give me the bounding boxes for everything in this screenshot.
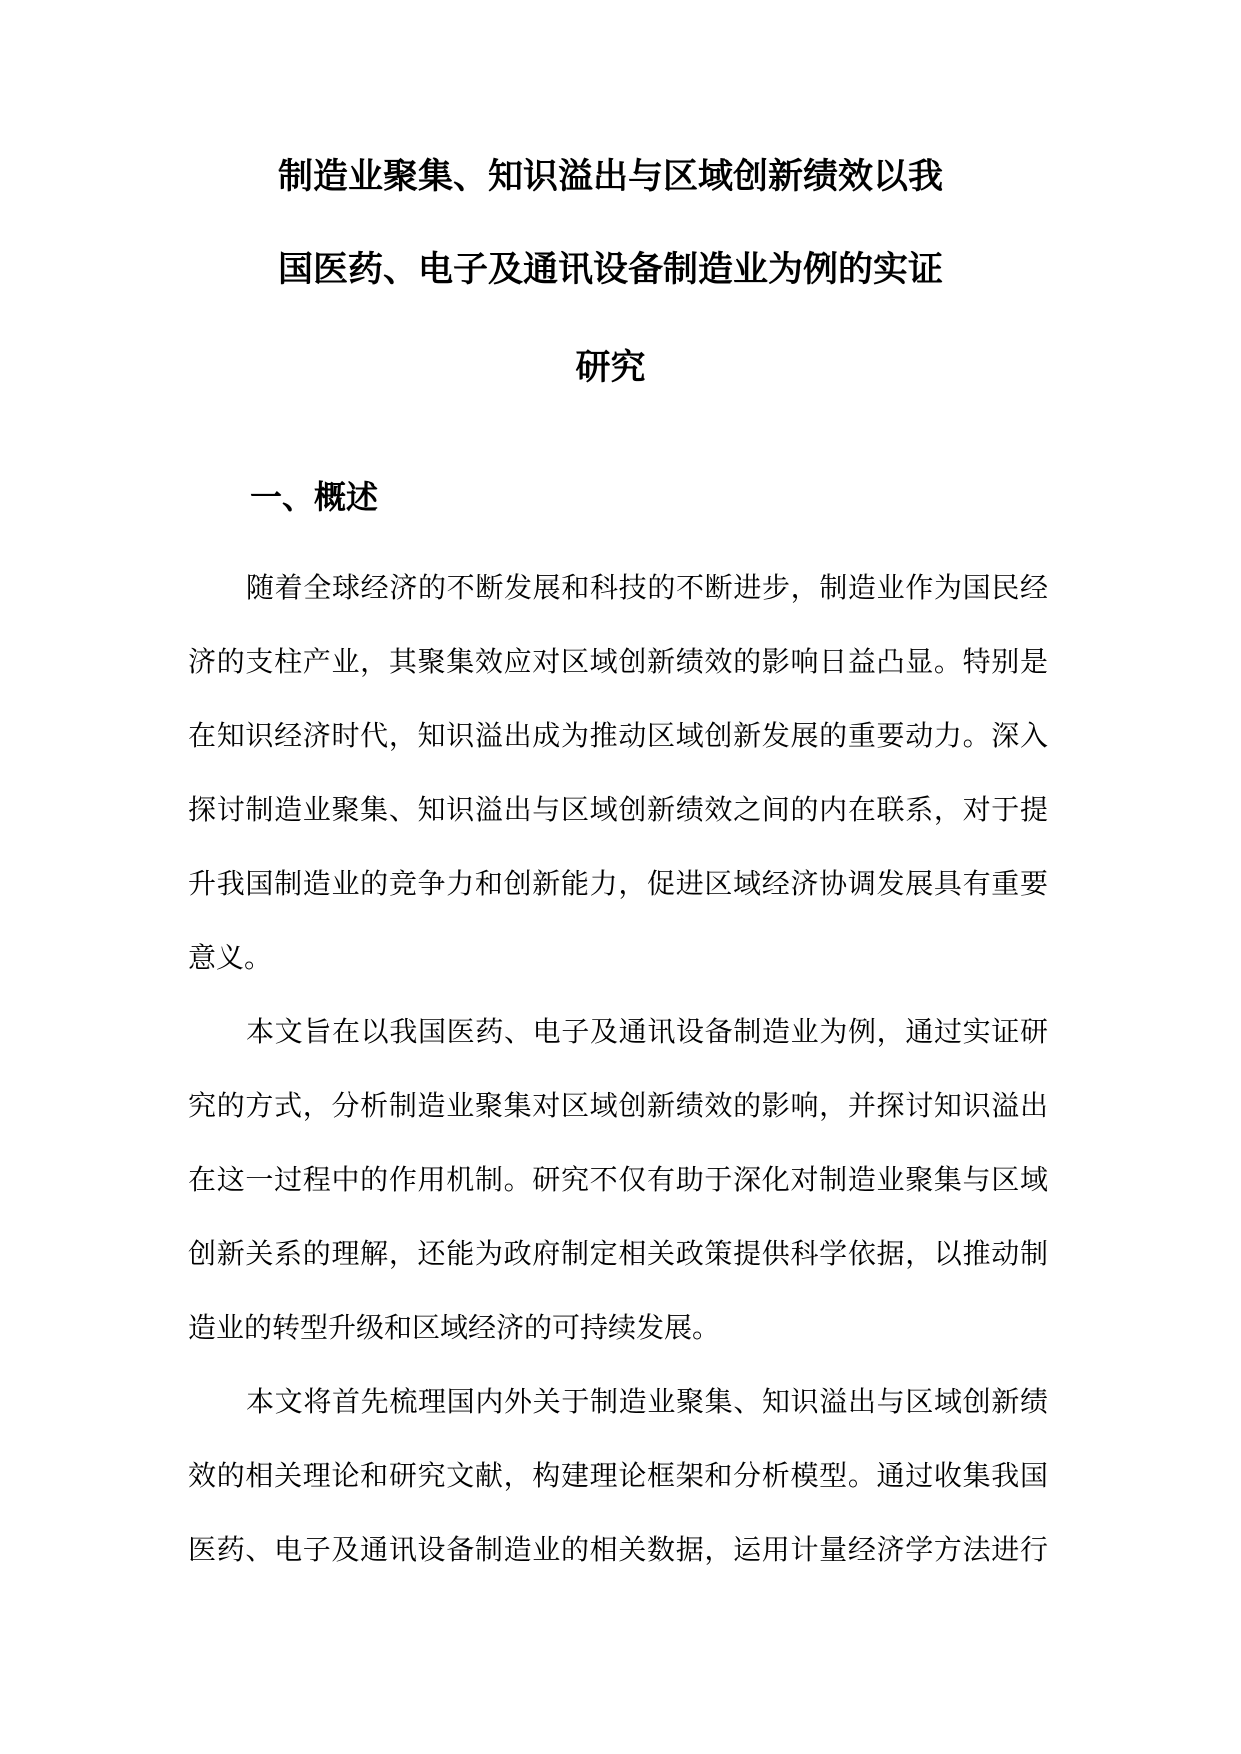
paragraph-1-line-3: 在知识经济时代，知识溢出成为推动区域创新发展的重要动力。深入 (188, 719, 1048, 752)
paragraph-2-line-1: 本文旨在以我国医药、电子及通讯设备制造业为例，通过实证研 (246, 1015, 1048, 1048)
paragraph-3-line-1: 本文将首先梳理国内外关于制造业聚集、知识溢出与区域创新绩 (246, 1385, 1048, 1418)
paragraph-1-line-1: 随着全球经济的不断发展和科技的不断进步，制造业作为国民经 (246, 571, 1048, 604)
paragraph-1-line-4: 探讨制造业聚集、知识溢出与区域创新绩效之间的内在联系，对于提 (188, 793, 1048, 826)
paragraph-2-line-2: 究的方式，分析制造业聚集对区域创新绩效的影响，并探讨知识溢出 (188, 1089, 1048, 1122)
paragraph-2-line-4: 创新关系的理解，还能为政府制定相关政策提供科学依据，以推动制 (188, 1237, 1048, 1270)
paragraph-3-line-2: 效的相关理论和研究文献，构建理论框架和分析模型。通过收集我国 (188, 1459, 1048, 1492)
document-title-line-3: 研究 (575, 348, 646, 388)
paragraph-2-line-3: 在这一过程中的作用机制。研究不仅有助于深化对制造业聚集与区域 (188, 1163, 1048, 1196)
document-title-line-2: 国医药、电子及通讯设备制造业为例的实证 (277, 250, 943, 290)
paragraph-3-line-3: 医药、电子及通讯设备制造业的相关数据，运用计量经济学方法进行 (188, 1533, 1048, 1566)
paragraph-1-line-2: 济的支柱产业，其聚集效应对区域创新绩效的影响日益凸显。特别是 (188, 645, 1048, 678)
paragraph-1-line-5: 升我国制造业的竞争力和创新能力，促进区域经济协调发展具有重要 (188, 867, 1048, 900)
paragraph-2-line-5: 造业的转型升级和区域经济的可持续发展。 (188, 1311, 721, 1344)
document-title-line-1: 制造业聚集、知识溢出与区域创新绩效以我 (277, 157, 943, 197)
paragraph-1-line-6: 意义。 (188, 941, 273, 974)
section-heading: 一、概述 (250, 478, 379, 516)
